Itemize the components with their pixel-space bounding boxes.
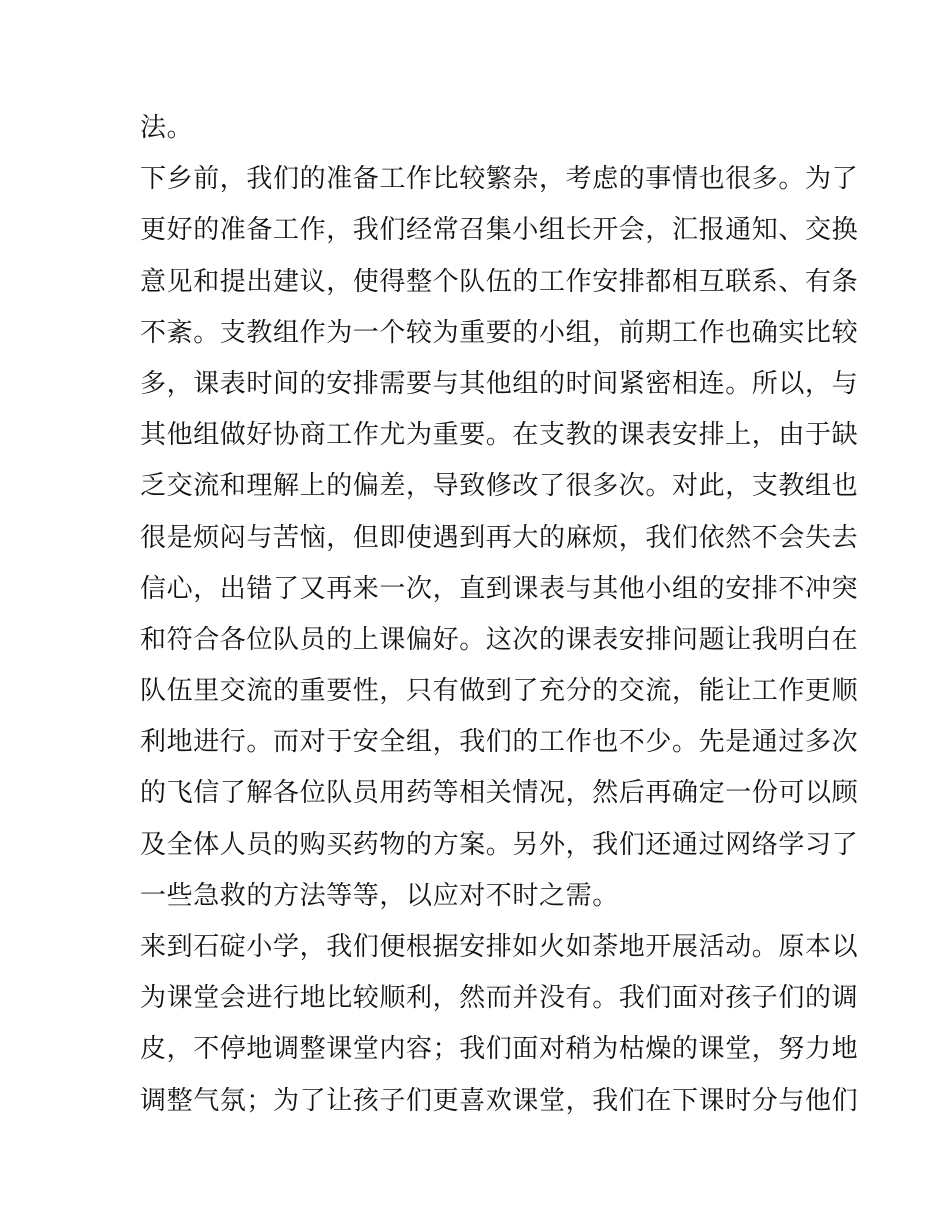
text-line: 乏交流和理解上的偏差，导致修改了很多次。对此，支教组也 <box>140 471 859 502</box>
text-line: 来到石碇小学，我们便根据安排如火如荼地开展活动。原本以 <box>140 932 859 962</box>
text-line: 为课堂会进行地比较顺利，然而并没有。我们面对孩子们的调 <box>140 983 859 1014</box>
text-line: 一些急救的方法等等，以应对不时之需。 <box>140 880 619 911</box>
text-line: 和符合各位队员的上课偏好。这次的课表安排问题让我明白在 <box>140 624 859 655</box>
text-line: 其他组做好协商工作尤为重要。在支教的课表安排上，由于缺 <box>140 420 859 451</box>
text-line: 信心，出错了又再来一次，直到课表与其他小组的安排不冲突 <box>140 573 859 604</box>
text-line: 的飞信了解各位队员用药等相关情况，然后再确定一份可以顾 <box>140 778 859 809</box>
text-line: 皮，不停地调整课堂内容；我们面对稍为枯燥的课堂，努力地 <box>140 1034 859 1065</box>
text-line: 很是烦闷与苦恼，但即使遇到再大的麻烦，我们依然不会失去 <box>140 522 859 553</box>
text-line: 下乡前，我们的准备工作比较繁杂，考虑的事情也很多。为了 <box>140 164 859 195</box>
text-line: 不紊。支教组作为一个较为重要的小组，前期工作也确实比较 <box>140 317 859 348</box>
text-line: 多，课表时间的安排需要与其他组的时间紧密相连。所以，与 <box>140 368 859 399</box>
text-line: 队伍里交流的重要性，只有做到了充分的交流，能让工作更顺 <box>140 676 859 707</box>
text-line: 法。 <box>140 113 194 143</box>
body-text <box>140 103 859 1127</box>
text-line: 调整气氛；为了让孩子们更喜欢课堂，我们在下课时分与他们 <box>140 1085 859 1116</box>
text-line: 利地进行。而对于安全组，我们的工作也不少。先是通过多次 <box>140 727 859 758</box>
text-line: 更好的准备工作，我们经常召集小组长开会，汇报通知、交换 <box>140 215 859 246</box>
text-line: 意见和提出建议，使得整个队伍的工作安排都相互联系、有条 <box>140 266 859 297</box>
text-line: 及全体人员的购买药物的方案。另外，我们还通过网络学习了 <box>140 829 859 860</box>
